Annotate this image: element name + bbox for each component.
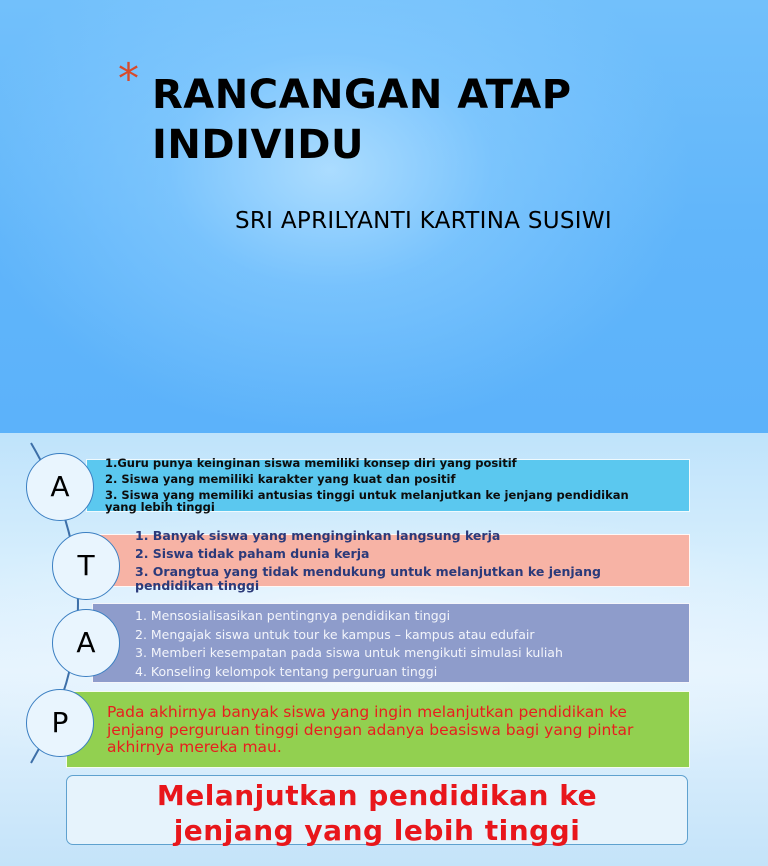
- step-p-text: [107, 704, 633, 757]
- conclusion-line: Melanjutkan pendidikan ke: [156, 779, 598, 812]
- slide-title-line-2: INDIVIDU: [152, 122, 364, 168]
- step-t-text: [135, 527, 601, 595]
- conclusion-text: [67, 778, 687, 848]
- step-a2-box: [92, 603, 690, 683]
- step-t-box: [86, 528, 690, 593]
- step-a-box: [86, 456, 690, 514]
- step-p-line: Pada akhirnya banyak siswa yang ingin melanjutkan pendidikan ke: [107, 703, 627, 721]
- slide-title: [152, 70, 752, 170]
- step-a-line: 3. Siswa yang memiliki antusias tinggi untuk melanjutkan ke jenjang pendidikan: [105, 488, 629, 502]
- step-a2-line: 2. Mengajak siswa untuk tour ke kampus – kampus atau edufair: [135, 626, 535, 642]
- step-a-circle: A: [26, 453, 94, 521]
- step-t-line: pendidikan tinggi: [135, 578, 260, 593]
- step-a-line: 1.Guru punya keinginan siswa memiliki konsep diri yang positif: [105, 456, 517, 470]
- conclusion-box: [66, 775, 688, 845]
- atap-slide: [0, 433, 768, 866]
- step-p-line: akhirnya mereka mau.: [107, 738, 282, 756]
- step-t-line: 2. Siswa tidak paham dunia kerja: [135, 546, 370, 561]
- step-t-line: 3. Orangtua yang tidak mendukung untuk melanjutkan ke jenjang: [135, 564, 601, 579]
- step-a-line: 2. Siswa yang memiliki karakter yang kuat dan positif: [105, 472, 456, 486]
- step-p-circle: P: [26, 689, 94, 757]
- step-a2-line: 1. Mensosialisasikan pentingnya pendidikan tinggi: [135, 608, 451, 623]
- step-a-line: yang lebih tinggi: [105, 500, 215, 514]
- step-a2-circle: A: [52, 609, 120, 677]
- step-a2-text: [135, 607, 563, 681]
- step-a2-line: 3. Memberi kesempatan pada siswa untuk mengikuti simulasi kuliah: [135, 645, 563, 660]
- slide-subtitle: SRI APRILYANTI KARTINA SUSIWI: [235, 208, 612, 234]
- step-a2-line: 4. Konseling kelompok tentang perguruan tinggi: [135, 663, 438, 679]
- step-t-circle: T: [52, 532, 120, 600]
- step-a-text: [105, 455, 629, 515]
- title-bullet-icon: *: [118, 54, 139, 103]
- step-p-box: [66, 691, 690, 768]
- step-t-line: 1. Banyak siswa yang menginginkan langsung kerja: [135, 528, 501, 543]
- slide-title-line-1: RANCANGAN ATAP: [152, 72, 572, 118]
- conclusion-line: jenjang yang lebih tinggi: [173, 814, 581, 847]
- step-p-line: jenjang perguruan tinggi dengan adanya beasiswa bagi yang pintar: [107, 720, 634, 739]
